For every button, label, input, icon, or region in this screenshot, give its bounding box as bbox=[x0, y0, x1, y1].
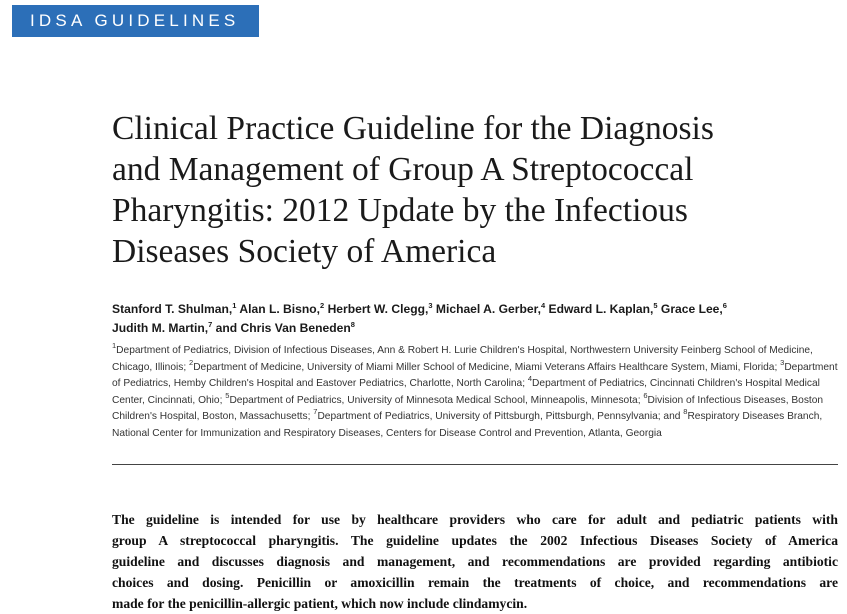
affiliation-paragraph bbox=[112, 343, 838, 442]
journal-section-banner: IDSA GUIDELINES bbox=[12, 5, 259, 37]
affiliation-text: Department of Pediatrics, Division of Infectious Diseases, Ann & Robert H. Lurie Children's Hospital, Northwestern University Feinberg School of Medicine, Chicago, Illinois; bbox=[112, 345, 813, 373]
author-list bbox=[112, 300, 842, 338]
affiliation-text: Department of Pediatrics, University of Minnesota Medical School, Minneapolis, Minnesota; bbox=[229, 394, 641, 406]
abstract-summary bbox=[112, 509, 838, 614]
abstract-line: guideline and discusses diagnosis and management, and recommendations are provided regarding antibiotic bbox=[112, 554, 838, 569]
affiliation-marker: 4 bbox=[527, 374, 533, 383]
affiliation-marker: 8 bbox=[683, 407, 688, 416]
author-affiliation-marker: 3 bbox=[428, 301, 433, 310]
title-line: Pharyngitis: 2012 Update by the Infectious bbox=[112, 192, 688, 229]
affiliation-marker: 1 bbox=[112, 341, 117, 350]
affiliation-text: Department of Pediatrics, University of Pittsburgh, Pittsburgh, Pennsylvania; and bbox=[317, 411, 681, 422]
author-affiliation-marker: 5 bbox=[653, 301, 658, 310]
affiliation-marker: 5 bbox=[225, 390, 230, 400]
author-name: Stanford T. Shulman, bbox=[112, 302, 233, 316]
author-affiliations bbox=[112, 343, 842, 442]
affiliation-marker: 3 bbox=[780, 357, 785, 367]
abstract-line: The guideline is intended for use by healthcare providers who care for adult and pediatric patients with bbox=[112, 512, 838, 527]
abstract-line: group A streptococcal pharyngitis. The guideline updates the 2002 Infectious Diseases Society of America bbox=[112, 533, 838, 548]
author-line bbox=[112, 300, 842, 319]
abstract-line: choices and dosing. Penicillin or amoxicillin remain the treatments of choice, and recommendations are bbox=[112, 575, 838, 590]
affiliation-text: Department of Pediatrics, Hemby Children's Hospital and Eastover Pediatrics, Charlotte, North Carolina; bbox=[112, 361, 838, 389]
author-affiliation-marker: 4 bbox=[540, 301, 546, 310]
author-name: Herbert W. Clegg, bbox=[327, 302, 429, 316]
author-affiliation-marker: 6 bbox=[722, 301, 727, 310]
affiliation-marker: 2 bbox=[189, 357, 194, 367]
affiliation-text: Department of Medicine, University of Miami Miller School of Medicine, Miami Veterans Affairs Healthcare System, Miami, Florida; bbox=[193, 361, 778, 373]
author-name: Grace Lee, bbox=[660, 302, 723, 316]
author-affiliation-marker: 2 bbox=[320, 301, 325, 310]
affiliation-marker: 7 bbox=[313, 407, 318, 416]
affiliation-text: Department of Pediatrics, Cincinnati Children's Hospital Medical Center, Cincinnati, Ohio; bbox=[112, 378, 820, 406]
author-name: Michael A. Gerber, bbox=[435, 302, 541, 316]
author-affiliation-marker: 7 bbox=[208, 320, 213, 329]
author-affiliation-marker: 1 bbox=[232, 301, 237, 310]
article-title bbox=[112, 108, 812, 272]
affiliation-text: Respiratory Diseases Branch, National Center for Immunization and Respiratory Diseases, Centers for Disease Control and Prevention, Atlanta, Georgia bbox=[112, 411, 823, 439]
abstract-line: made for the penicillin-allergic patient, which now include clindamycin. bbox=[112, 596, 528, 611]
section-divider bbox=[112, 464, 838, 465]
affiliation-marker: 6 bbox=[643, 390, 648, 400]
author-name: Judith M. Martin, bbox=[112, 321, 209, 335]
author-name: Alan L. Bisno, bbox=[239, 302, 321, 316]
author-name: Edward L. Kaplan, bbox=[548, 302, 654, 316]
author-affiliation-marker: 8 bbox=[350, 320, 355, 329]
affiliation-text: Division of Infectious Diseases, Boston Children's Hospital, Boston, Massachusetts; bbox=[112, 394, 824, 422]
author-name: and Chris Van Beneden bbox=[215, 321, 351, 335]
author-line bbox=[112, 319, 842, 338]
title-line: Diseases Society of America bbox=[112, 233, 497, 270]
title-line: Clinical Practice Guideline for the Diagnosis bbox=[112, 110, 714, 147]
title-line: and Management of Group A Streptococcal bbox=[112, 151, 694, 188]
